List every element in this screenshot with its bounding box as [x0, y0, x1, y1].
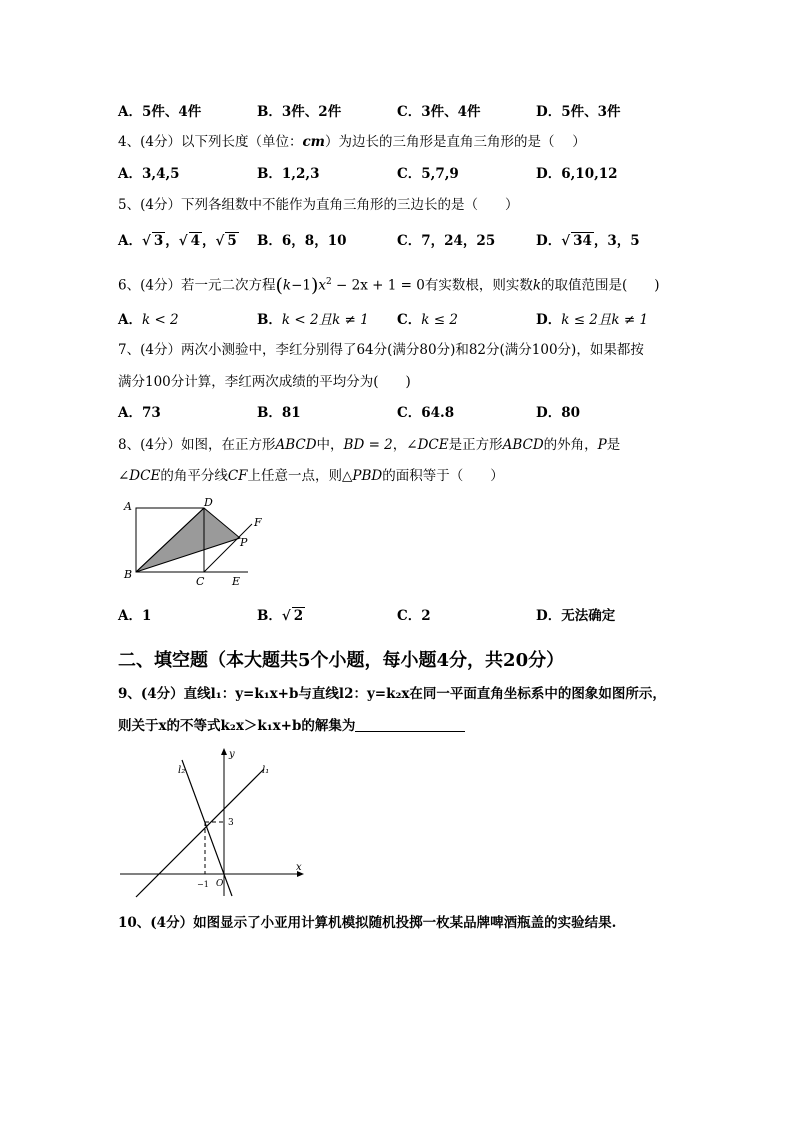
q3-option-b: B．3件、2件	[257, 104, 342, 120]
q8-options	[118, 606, 718, 626]
q6-stem: 6、(4分）若一元二次方程$(k-1)x^2 - 2x + 1 = 0$有实数根，则实数k的取值范围是( )	[118, 274, 660, 297]
q9-stem-line2: 则关于x的不等式k₂x＞k₁x+b的解集为	[118, 716, 465, 736]
label-origin: O	[216, 879, 224, 889]
q4-option-a: A．3,4,5	[118, 166, 180, 182]
q8-option-d: D．无法确定	[536, 608, 616, 624]
q4-option-d: D．6,10,12	[536, 166, 618, 182]
q8-stem-line2: ∠DCE的角平分线CF上任意一点，则△PBD的面积等于（ ）	[118, 468, 504, 484]
q4-option-b: B．1,2,3	[257, 166, 320, 182]
label-b: B	[124, 568, 133, 581]
q8-option-c: C．2	[397, 608, 431, 624]
q8-figure	[118, 496, 278, 588]
label-p: P	[240, 536, 248, 549]
q7-options	[118, 403, 718, 423]
y-axis-arrow	[221, 748, 227, 755]
q8-stem-line1: 8、(4分）如图，在正方形ABCD中，BD = 2，∠DCE是正方形ABCD的外角，P是	[118, 437, 621, 453]
section-2-title: 二、填空题（本大题共5个小题，每小题4分，共20分）	[118, 650, 565, 671]
label-three: 3	[228, 818, 234, 828]
q7-option-c: C．64.8	[397, 405, 455, 421]
label-f: F	[254, 516, 262, 529]
q6-options	[118, 310, 718, 330]
q7-option-b: B．81	[257, 405, 301, 421]
q9-stem-line1: 9、(4分）直线l₁：y=k₁x+b与直线l2：y=k₂x在同一平面直角坐标系中的图象如图所示，	[118, 686, 666, 702]
q4-option-c: C．5,7,9	[397, 166, 459, 182]
label-a: A	[124, 500, 132, 513]
label-c: C	[196, 575, 205, 588]
q6-option-b: B．k < 2且k ≠ 1	[257, 312, 369, 328]
label-l1: l₁	[262, 765, 270, 776]
q7-option-a: A．73	[118, 405, 161, 421]
q4-options	[118, 164, 718, 184]
q3-options	[118, 102, 718, 122]
q9-figure	[118, 744, 308, 904]
label-d: D	[204, 496, 213, 509]
q10-stem: 10、(4分）如图显示了小亚用计算机模拟随机投掷一枚某品牌啤酒瓶盖的实验结果.	[118, 915, 617, 931]
label-l2: l₂	[178, 765, 186, 776]
q5-stem: 5、(4分）下列各组数中不能作为直角三角形的三边长的是（ ）	[118, 197, 519, 213]
q3-option-d: D．5件、3件	[536, 104, 621, 120]
q6-option-c: C．k ≤ 2	[397, 312, 458, 328]
q8-option-a: A．1	[118, 608, 152, 624]
q9-answer-blank[interactable]	[355, 717, 465, 732]
label-y: y	[229, 749, 235, 760]
label-x: x	[296, 862, 302, 873]
q4-stem: 4、(4分）以下列长度（单位：cm）为边长的三角形是直角三角形的是（ ）	[118, 134, 586, 150]
label-e: E	[232, 575, 241, 588]
q8-option-b: B．√ 2	[257, 608, 304, 624]
q6-option-d: D．k ≤ 2且k ≠ 1	[536, 312, 649, 328]
q7-stem-line2: 满分100分计算，李红两次成绩的平均分为( )	[118, 374, 411, 390]
q5-option-a: A．√ 3 ，√ 4 ，√ 5	[118, 233, 237, 249]
q5-options	[118, 231, 718, 251]
q5-option-b: B．6，8，10	[257, 233, 347, 249]
q3-option-c: C．3件、4件	[397, 104, 481, 120]
q7-stem-line1: 7、(4分）两次小测验中，李红分别得了64分(满分80分)和82分(满分100分)，如果都按	[118, 342, 644, 358]
q5-option-d: D．√ 34 ，3，5	[536, 233, 640, 249]
label-minus1: −1	[197, 880, 209, 889]
q7-option-d: D．80	[536, 405, 580, 421]
q5-option-c: C．7，24，25	[397, 233, 496, 249]
q6-option-a: A．k < 2	[118, 312, 179, 328]
triangle-pbd-shaded	[136, 508, 240, 572]
q3-option-a: A．5件、4件	[118, 104, 202, 120]
line-l1	[136, 769, 264, 897]
